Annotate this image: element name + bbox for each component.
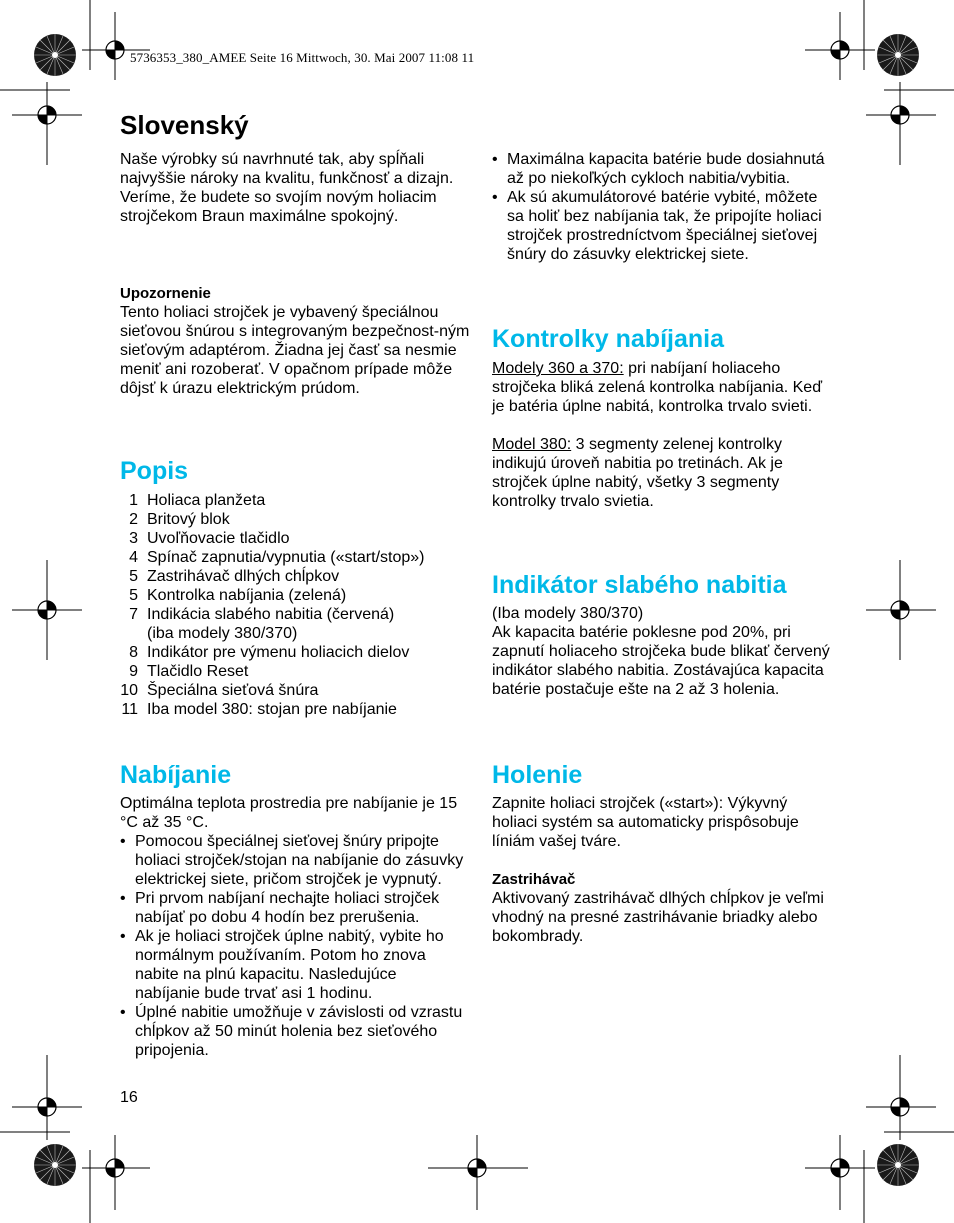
- parts-list-text: Iba model 380: stojan pre nabíjanie: [147, 701, 397, 718]
- nabijanie-bullet: • Úplné nabitie umožňuje v závislosti od vzrastu chĺpkov až 50 minút holenia bez sieťového pripojenia.: [120, 1003, 465, 1060]
- battery-bullets: [492, 150, 837, 264]
- parts-list-text: Zastrihávač dlhých chĺpkov: [147, 568, 340, 585]
- parts-list-text: Holiaca planžeta: [147, 492, 266, 509]
- popis-heading: Popis: [120, 457, 189, 485]
- intro-paragraph: Naše výrobky sú navrhnuté tak, aby spĺňali najvyššie nároky na kvalitu, funkčnosť a dizajn. Veríme, že budete so svojím novým holiacim strojčekom Braun maximálne spokojný.: [120, 151, 454, 225]
- warning-section: [120, 284, 470, 398]
- nabijanie-bullet: • Pomocou špeciálnej sieťovej šnúry pripojte holiaci strojček/stojan na nabíjanie do zásuvky elektrickej siete, pričom strojček je vypnutý.: [120, 832, 465, 889]
- nabijanie-heading: Nabíjanie: [120, 761, 232, 789]
- zastrihavac-text: Aktivovaný zastrihávač dlhých chĺpkov je veľmi vhodný na presné zastrihávanie briadky alebo bokombrady.: [492, 890, 824, 945]
- parts-list-text: Špeciálna sieťová šnúra: [147, 682, 319, 699]
- parts-list-text: Indikátor pre výmenu holiacich dielov: [147, 644, 410, 661]
- nabijanie-bullet: • Pri prvom nabíjaní nechajte holiaci strojček nabíjať po dobu 4 hodín bez prerušenia.: [120, 889, 465, 927]
- parts-list-item: [120, 700, 470, 719]
- parts-list-item: [120, 567, 470, 586]
- parts-list-text: Britový blok: [147, 511, 230, 528]
- parts-list-number: 1: [129, 492, 138, 509]
- parts-list-text: (iba modely 380/370): [147, 625, 298, 642]
- holenie-heading: Holenie: [492, 761, 583, 789]
- parts-list-number: 3: [129, 530, 138, 547]
- parts-list-item: [120, 510, 470, 529]
- parts-list-number: 5: [129, 568, 138, 585]
- kontrolky-section: [492, 359, 837, 511]
- kontrolky-p2-text: 3 segmenty zelenej kontrolky indikujú úroveň nabitia po tretinách. Ak je strojček úplne nabitý, všetky 3 segmenty kontrolky trvalo svietia.: [492, 436, 783, 510]
- zastrihavac-heading: Zastrihávač: [492, 871, 576, 888]
- parts-list-number: 4: [129, 549, 138, 566]
- parts-list-number: 2: [129, 511, 138, 528]
- warning-heading: Upozornenie: [120, 285, 211, 302]
- page-title: Slovenský: [120, 110, 249, 140]
- parts-list-text: Spínač zapnutia/vypnutia («start/stop»): [147, 549, 425, 566]
- parts-list-number: 7: [129, 606, 138, 623]
- holenie-section: [492, 794, 837, 946]
- parts-list-item: [120, 624, 470, 643]
- parts-list-item: [120, 681, 470, 700]
- holenie-text: Zapnite holiaci strojček («start»): Výkyvný holiaci systém sa automaticky prispôsobuje líniám vašej tváre.: [492, 795, 799, 850]
- page-number: 16: [120, 1089, 138, 1106]
- parts-list-number: 5: [129, 587, 138, 604]
- parts-list-number: 10: [120, 682, 138, 699]
- parts-list-item: [120, 586, 470, 605]
- parts-list-item: [120, 529, 470, 548]
- parts-list-number: 9: [129, 663, 138, 680]
- indikator-section: [492, 604, 837, 699]
- indikator-note: (Iba modely 380/370): [492, 605, 644, 622]
- kontrolky-heading: Kontrolky nabíjania: [492, 325, 724, 353]
- warning-text: Tento holiaci strojček je vybavený špeciálnou sieťovou šnúrou s integrovaným bezpečnost-ným sieťovým adaptérom. Žiadna jej časť sa nesmie meniť ani rozoberať. V opačnom prípade môže dôjsť k úrazu elektrickým prúdom.: [120, 304, 470, 397]
- parts-list-item: [120, 643, 470, 662]
- parts-list-number: 11: [121, 701, 138, 718]
- kontrolky-p1-label: Modely 360 a 370:: [492, 360, 624, 377]
- nabijanie-section: [120, 794, 465, 1060]
- parts-list-text: Tlačidlo Reset: [147, 663, 249, 680]
- parts-list-text: Indikácia slabého nabitia (červená): [147, 606, 395, 623]
- kontrolky-p2-label: Model 380:: [492, 436, 572, 453]
- parts-list-item: [120, 548, 470, 567]
- parts-list-text: Uvoľňovacie tlačidlo: [147, 530, 290, 547]
- print-slug: 5736353_380_AMEE Seite 16 Mittwoch, 30. Mai 2007 11:08 11: [130, 50, 475, 65]
- battery-bullet: • Ak sú akumulátorové batérie vybité, môžete sa holiť bez nabíjania tak, že pripojíte holiaci strojček prostredníctvom špeciálnej sieťovej šnúry do zásuvky elektrickej siete.: [492, 188, 837, 264]
- nabijanie-bullets: [120, 832, 465, 1060]
- nabijanie-intro: Optimálna teplota prostredia pre nabíjanie je 15 °C až 35 °C.: [120, 795, 458, 831]
- parts-list-item: [120, 605, 470, 624]
- kontrolky-p2: [492, 435, 837, 511]
- parts-list-text: Kontrolka nabíjania (zelená): [147, 587, 347, 604]
- parts-list: [120, 491, 470, 719]
- battery-bullet: • Maximálna kapacita batérie bude dosiahnutá až po niekoľkých cykloch nabitia/vybitia.: [492, 150, 837, 188]
- kontrolky-p1-text: pri nabíjaní holiaceho strojčeka bliká zelená kontrolka nabíjania. Keď je batéria úplne nabitá, kontrolka trvalo svieti.: [492, 360, 823, 415]
- indikator-heading: Indikátor slabého nabitia: [492, 571, 787, 599]
- nabijanie-bullet: • Ak je holiaci strojček úplne nabitý, vybite ho normálnym používaním. Potom ho znova nabite na plnú kapacitu. Nasledujúce nabíjanie bude trvať asi 1 hodinu.: [120, 927, 465, 1003]
- parts-list-item: [120, 662, 470, 681]
- indikator-text: Ak kapacita batérie poklesne pod 20%, pri zapnutí holiaceho strojčeka bude blikať červený indikátor slabého nabitia. Zostávajúca kapacita batérie postačuje ešte na 2 až 3 holenia.: [492, 624, 830, 698]
- kontrolky-p1: [492, 359, 837, 416]
- parts-list-number: 8: [129, 644, 138, 661]
- parts-list-item: [120, 491, 470, 510]
